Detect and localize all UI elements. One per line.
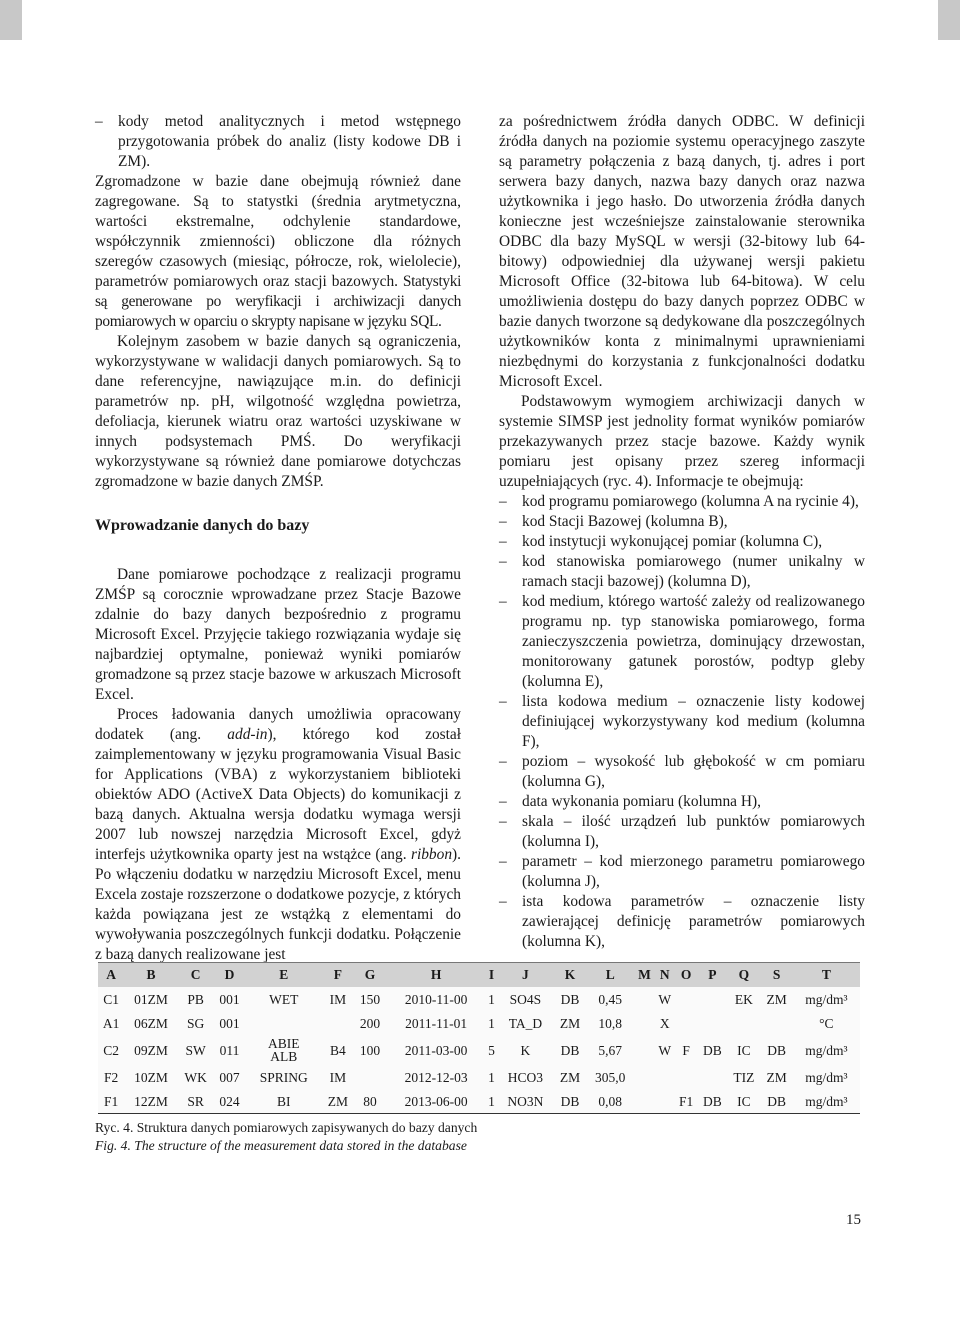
table-cell: DB [554,1035,586,1065]
table-body [98,987,860,1114]
table-cell [675,1065,698,1089]
table-row [98,1089,860,1114]
table-cell: 06ZM [124,1011,178,1035]
table-cell: C1 [98,987,124,1011]
table-cell: 80 [354,1089,386,1114]
dash-bullet: – [499,533,507,550]
paragraph: Dane pomiarowe pochodzące z realizacji programu ZMŚP są corocznie wprowadzane przez Stacje Bazowe zdalnie do bazy danych bezpośrednio z programu Microsoft Excel. Przyjęcie takiego rozwiązania wydaje się najbardziej optymalne, ponieważ wyniki pomiarów gromadzone są przez stacje bazowe w arkuszach Microsoft Excel. [95,566,461,703]
table-cell [634,1035,654,1065]
table-cell: WK [178,1065,214,1089]
column-header: N [655,963,675,988]
list-item [499,532,865,552]
table-cell: 10,8 [586,1011,634,1035]
table-cell: SW [178,1035,214,1065]
table-cell [697,1065,727,1089]
right-column [499,112,865,952]
list-item-text: kod stanowiska pomiarowego (numer unikalny w ramach stacji bazowej) (kolumna D), [522,553,865,590]
list-item [499,552,865,592]
table-cell: 305,0 [586,1065,634,1089]
dash-bullet: – [499,853,507,870]
dash-bullet: – [499,893,507,910]
paragraph-text: Zgromadzone w bazie dane obejmują również dane zagregowane. Są to statystki (średnia arytmetyczna, wartości ekstremalne, odchylenie standardowe, współczynnik zmienności) obliczone dla różnych szeregów czasowych (miesiąc, półrocze, rok, wielolecie), parametrów pomiarowych oraz stacji bazowych. [95,173,461,290]
table-cell: F1 [675,1089,698,1114]
page-corner-left [0,0,22,40]
table-cell: 0,45 [586,987,634,1011]
table-cell [246,1011,322,1035]
list-item-text: skala – ilość urządzeń lub punktów pomiarowych (kolumna I), [522,813,865,850]
table-cell [655,1089,675,1114]
paragraph-text: ), którego kod został zaimplementowany w języku programowania Visual Basic for Applications (VBA) z wykorzystaniem biblioteki obiektów ADO (ActiveX Data Objects) do komunikacji z bazą danych. Aktualna wersja dodatku wymaga wersji 2007 lub nowszej narzędzia Microsoft Excel, gdyż interfejs użytkownika oparty jest na wstążce (ang. [95,726,462,863]
table-cell: PB [178,987,214,1011]
table-cell: 01ZM [124,987,178,1011]
column-header: I [486,963,497,988]
table-cell: EK [727,987,760,1011]
column-header: A [98,963,124,988]
paragraph-text-condensed: Statystyki są generowane po weryfikacji i archiwizacji danych pomiarowych w oparciu o skrypty napisane w języku SQL. [95,273,461,330]
dash-bullet: – [499,693,507,710]
table-cell: TA_D [497,1011,554,1035]
column-header: K [554,963,586,988]
table-cell: IC [727,1089,760,1114]
list-item-text: ista kodowa parametrów – oznaczenie listy zawierającej definicję parametrów pomiarowych (kolumna K), [522,893,865,950]
table-row [98,1065,860,1089]
table-cell: 011 [213,1035,245,1065]
table-cell: DB [554,987,586,1011]
table-cell: mg/dm³ [793,1065,860,1089]
table-cell: DB [697,1089,727,1114]
list-item-text: kody metod analitycznych i metod wstępnego przygotowania próbek do analiz (listy kodowe DB i ZM). [118,113,461,170]
table-row [98,1011,860,1035]
column-header: C [178,963,214,988]
table-cell [322,1011,354,1035]
table-cell: SPRING [246,1065,322,1089]
column-header: M [634,963,654,988]
table-cell [697,987,727,1011]
dash-bullet: – [499,513,507,530]
table-cell: IM [322,987,354,1011]
table-cell [675,987,698,1011]
paragraph-text: Proces ładowania danych umożliwia opracowany dodatek (ang. [95,706,461,743]
list-item-text: kod Stacji Bazowej (kolumna B), [522,513,728,530]
dash-bullet: – [95,113,103,130]
paragraph: Kolejnym zasobem w bazie danych są ograniczenia, wykorzystywane w walidacji danych pomiarowych. Są to dane referencyjne, nawiązujące m.in. do definicji parametrów np. pH, wilgotność względna powietrza, defoliacja, kierunek wiatru oraz wartości uzyskiwane w innych podsystemach PMŚ. Do weryfikacji wykorzystywane są również dane pomiarowe dotychczas zgromadzone w bazie danych ZMŚP. [95,333,461,490]
table-cell [655,1065,675,1089]
table-cell: WET [246,987,322,1011]
table-cell: BI [246,1089,322,1114]
table-cell: F1 [98,1089,124,1114]
table-cell: HCO3 [497,1065,554,1089]
list-item [499,852,865,892]
table-cell: SO4S [497,987,554,1011]
term-addin: add-in [227,726,268,743]
table-cell: SG [178,1011,214,1035]
table-cell: ZM [761,1065,793,1089]
dash-bullet: – [499,593,507,610]
column-header: P [697,963,727,988]
paragraph: za pośrednictwem źródła danych ODBC. W definicji źródła danych na poziomie systemu operacyjnego zaszyte są parametry połączenia z bazą danych, tj. adres i port serwera bazy danych, nazwa bazy danych oraz nazwa użytkownika i jego hasło. Do utworzenia źródła danych konieczne jest wcześniejsze zainstalowanie sterownika ODBC dla bazy MySQL w wersji (32-bitowy lub 64-bitowy) odpowiedniej dla używanej wersji pakietu Microsoft Office (32-bitowa lub 64-bitowa). W celu umożliwienia dostępu do bazy danych poprzez ODBC w bazie danych tworzone są dedykowane dla poszczególnych użytkowników konta z minimalnymi uprawnieniami niezbędnymi do korzystania z funkcjonalności dodatku Microsoft Excel. [499,113,865,390]
table-cell: DB [761,1089,793,1114]
table-cell: X [655,1011,675,1035]
table-cell: mg/dm³ [793,1089,860,1114]
column-header: J [497,963,554,988]
table-cell: 0,08 [586,1089,634,1114]
table-cell: DB [697,1035,727,1065]
column-header: G [354,963,386,988]
table-cell: 12ZM [124,1089,178,1114]
dash-bullet: – [499,793,507,810]
paragraph [95,705,461,965]
table-cell: 09ZM [124,1035,178,1065]
table-cell: 001 [213,1011,245,1035]
list-item [95,112,461,172]
dash-bullet: – [499,753,507,770]
list-item-text: poziom – wysokość lub głębokość w cm pomiaru (kolumna G), [522,753,865,790]
page-number: 15 [846,1212,861,1228]
table-cell: °C [793,1011,860,1035]
column-header: T [793,963,860,988]
table-cell: 001 [213,987,245,1011]
list-item [499,752,865,792]
table-cell [697,1011,727,1035]
table-cell: 1 [486,1011,497,1035]
table-cell: 2013-06-00 [386,1089,486,1114]
table-cell: 1 [486,1089,497,1114]
list-item-text: parametr – kod mierzonego parametru pomiarowego (kolumna J), [522,853,865,890]
list-item-text: kod medium, którego wartość zależy od realizowanego programu np. typ stanowiska pomiarowego, forma zanieczyszczenia powietrza, dominujący drzewostan, monitorowany gatunek porostów, podtyp gleby (kolumna E), [522,593,865,690]
list-item [499,592,865,692]
list-item [499,812,865,852]
table-cell: F [675,1035,698,1065]
table-cell: C2 [98,1035,124,1065]
figure-caption [95,1119,477,1155]
table-cell: ZM [761,987,793,1011]
list-item [499,692,865,752]
list-item-text: kod instytucji wykonującej pomiar (kolumna C), [522,533,823,550]
table-cell: 100 [354,1035,386,1065]
table-cell: IM [322,1065,354,1089]
term-ribbon: ribbon [410,846,453,863]
section-heading: Wprowadzanie danych do bazy [95,517,310,534]
table-cell: mg/dm³ [793,987,860,1011]
cell-line: ALB [270,1049,298,1064]
column-header: F [322,963,354,988]
table-cell [634,1065,654,1089]
paragraph-text: ). Po włączeniu dodatku w narzędziu Microsoft Excel, menu Excela zostaje rozszerzone o dodatkowe pozycje, z których każda powiązana jest ze wstążką z elementami do wywoływania poszczególnych funkcji dodatku. Połączenie z bazą danych realizowane jest [95,846,461,963]
list-item [499,892,865,952]
table-cell: 2010-11-00 [386,987,486,1011]
dash-bullet: – [499,813,507,830]
list-item [499,492,865,512]
table-cell: 200 [354,1011,386,1035]
table-cell [761,1011,793,1035]
table-cell: NO3N [497,1089,554,1114]
table-cell: W [655,987,675,1011]
table-cell: ZM [554,1065,586,1089]
table-cell: 007 [213,1065,245,1089]
dash-bullet: – [499,493,507,510]
table-cell: 2011-11-01 [386,1011,486,1035]
column-header: H [386,963,486,988]
table-cell [634,1089,654,1114]
table-cell: F2 [98,1065,124,1089]
table-cell: DB [761,1035,793,1065]
table-header-row [98,963,860,988]
column-header: D [213,963,245,988]
table-cell [354,1065,386,1089]
page-corner-right [938,0,960,40]
table-cell: ZM [322,1089,354,1114]
table-cell: 2011-03-00 [386,1035,486,1065]
table-cell: TIZ [727,1065,760,1089]
paragraph: Podstawowym wymogiem archiwizacji danych w systemie SIMSP jest jednolity format wyników pomiarów przekazywanych przez stacje bazowe. Każdy wynik pomiaru jest opisany przez szereg informacji uzupełniających (ryc. 4). Informacje te obejmują: [499,393,865,490]
table-cell: 5 [486,1035,497,1065]
table-cell: SR [178,1089,214,1114]
caption-english: Fig. 4. The structure of the measurement data stored in the database [95,1138,467,1153]
column-header: L [586,963,634,988]
table-cell: IC [727,1035,760,1065]
table-cell: 150 [354,987,386,1011]
table-cell: DB [554,1089,586,1114]
table-cell: 5,67 [586,1035,634,1065]
table-cell: 10ZM [124,1065,178,1089]
table-row [98,987,860,1011]
list-item [499,512,865,532]
table-cell: 1 [486,1065,497,1089]
left-column [95,112,461,965]
table-cell [675,1011,698,1035]
column-header: Q [727,963,760,988]
table-cell: 2012-12-03 [386,1065,486,1089]
table-cell: B4 [322,1035,354,1065]
table-cell: K [497,1035,554,1065]
table-cell: ZM [554,1011,586,1035]
column-header: B [124,963,178,988]
table-cell [634,1011,654,1035]
table-row [98,1035,860,1065]
paragraph [95,172,461,332]
table-cell: W [655,1035,675,1065]
data-structure-table [98,962,860,1114]
table-cell: mg/dm³ [793,1035,860,1065]
caption-polish: Ryc. 4. Struktura danych pomiarowych zapisywanych do bazy danych [95,1120,478,1135]
list-item [499,792,865,812]
column-header: E [246,963,322,988]
list-item-text: lista kodowa medium – oznaczenie listy kodowej definiującej wykorzystywany kod medium (kolumna F), [522,693,865,750]
list-item-text: data wykonania pomiaru (kolumna H), [522,793,761,810]
column-header: O [675,963,698,988]
column-header: S [761,963,793,988]
intro-list [95,112,461,172]
table-cell: 024 [213,1089,245,1114]
table-cell: A1 [98,1011,124,1035]
table-cell: 1 [486,987,497,1011]
list-item-text: kod programu pomiarowego (kolumna A na rycinie 4), [522,493,859,510]
info-list [499,492,865,952]
table-cell [727,1011,760,1035]
table-cell [634,987,654,1011]
table-cell [246,1035,322,1065]
cell-line: ABIE [267,1036,300,1051]
dash-bullet: – [499,553,507,570]
